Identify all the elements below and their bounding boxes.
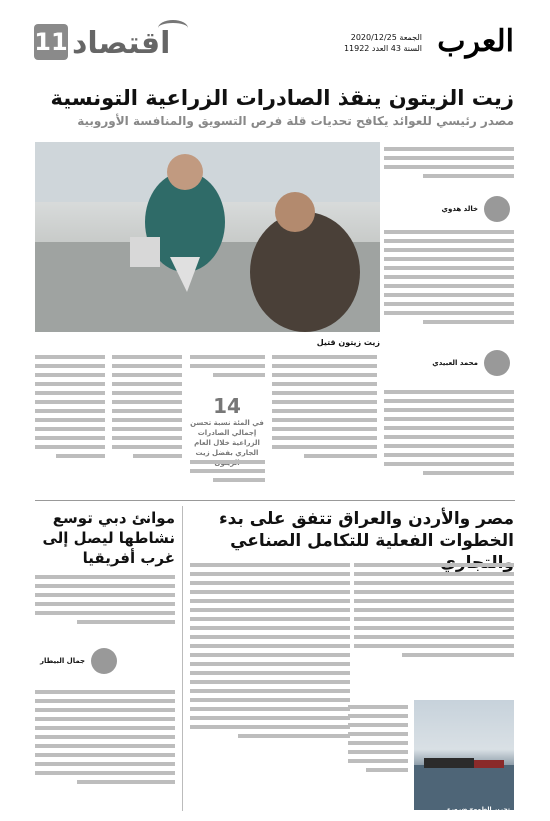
quote-number: 14 [213,394,241,418]
article1-col-right [384,225,514,345]
article1-subhead: مصدر رئيسي للعوائد يكافح تحديات قلة فرص التسويق والمنافسة الأوروبية [77,114,514,128]
issue-meta [344,32,422,54]
column-divider [182,506,183,811]
author-card-3 [40,648,117,674]
article1-col-c-bottom [190,455,265,495]
article1-col-c-top [190,350,265,390]
issue-number: السنة 43 العدد 11922 [343,44,422,53]
author-name: محمد العبيدي [432,359,478,367]
article1-col-b [112,350,182,495]
avatar [91,648,117,674]
page-header [0,14,550,72]
author-name: جمال البيطار [40,657,86,665]
article2-col-left [190,558,350,808]
article2-col-right [354,558,514,693]
section-swirl-icon [158,20,188,36]
article1-col-a [35,350,105,495]
port-photo [414,700,514,810]
article1-headline: زيت الزيتون ينقذ الصادرات الزراعية التونسية [50,86,514,110]
author-card-2 [432,350,510,376]
photo-caption: زيت زيتون قتيل [316,338,380,347]
section-divider [35,500,515,501]
article2-headline: مصر والأردن والعراق تتفق على بدء الخطوات الفعلية للتكامل الصناعي [218,509,514,551]
article3-headline: موانئ دبي توسع نشاطها ليصل إلى غرب أفريقيا [42,509,175,567]
olive-oil-photo [35,142,380,332]
avatar [484,196,510,222]
newspaper-logo: العرب [437,24,514,59]
author-card-1 [442,196,510,222]
author-name: خالد هدوي [441,205,478,213]
article1-intro [384,142,514,190]
quote-text: في المئة نسبة تحسن إجمالي الصادرات الزراعية خلال العام الجاري بفضل زيت [190,419,264,457]
issue-date: الجمعة 2020/12/25 [350,33,422,42]
section-title: اقتصاد [72,26,171,61]
page-number: 11 [34,24,68,60]
port-photo-caption: تحرير الطموح ضروري [445,806,510,813]
article3-intro [35,570,175,640]
article2-col-mid [348,700,408,810]
avatar [484,350,510,376]
article3-body [35,685,175,810]
article1-col-right-2 [384,385,514,495]
article1-col-d [272,350,377,495]
